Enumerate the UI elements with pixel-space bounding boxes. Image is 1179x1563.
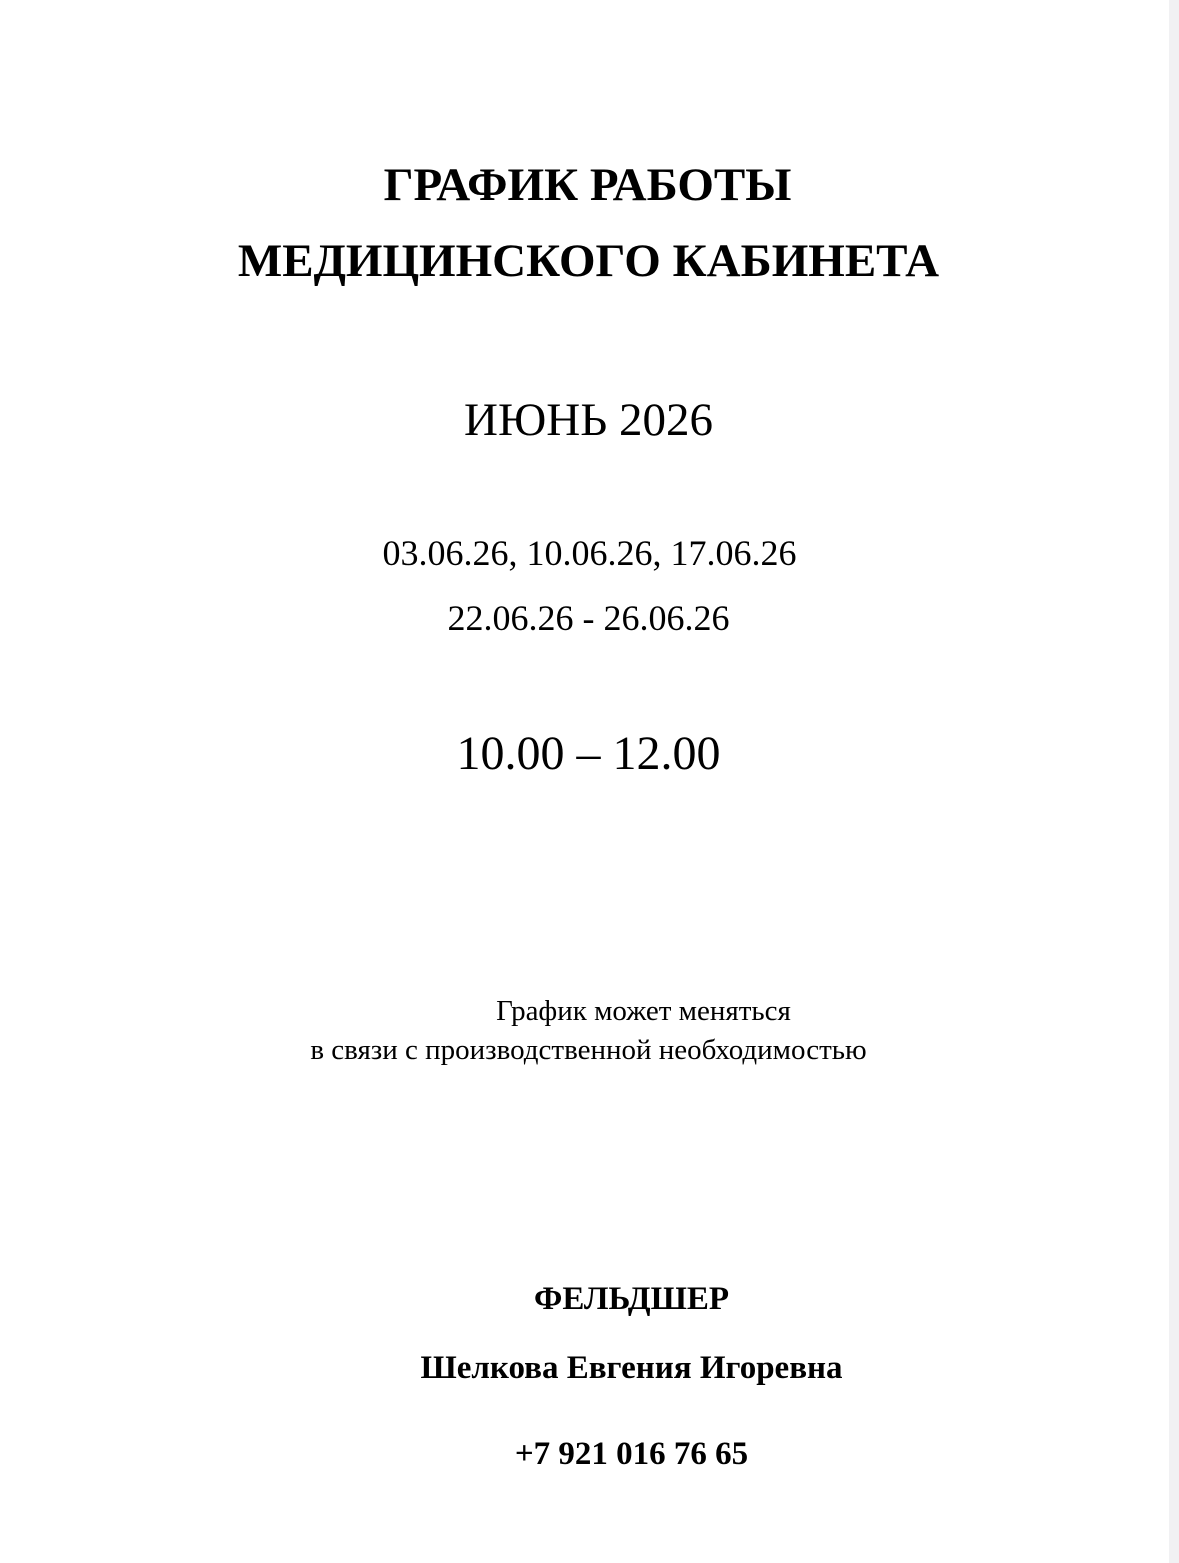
schedule-month: ИЮНЬ 2026 — [464, 394, 713, 446]
contact-phone: +7 921 016 76 65 — [514, 1436, 749, 1472]
schedule-title-line-2: МЕДИЦИНСКОГО КАБИНЕТА — [237, 235, 940, 287]
page-edge — [1169, 0, 1179, 1563]
working-hours: 10.00 – 12.00 — [456, 727, 721, 780]
staff-role: ФЕЛЬДШЕР — [533, 1281, 730, 1317]
schedule-note-line-1: График может меняться — [496, 995, 791, 1027]
schedule-title-line-1: ГРАФИК РАБОТЫ — [383, 159, 792, 211]
staff-name: Шелкова Евгения Игоревна — [420, 1350, 843, 1386]
schedule-dates-line-2: 22.06.26 - 26.06.26 — [447, 598, 730, 638]
schedule-dates-line-1: 03.06.26, 10.06.26, 17.06.26 — [382, 533, 797, 573]
schedule-note-line-2: в связи с производственной необходимостью — [310, 1034, 867, 1066]
